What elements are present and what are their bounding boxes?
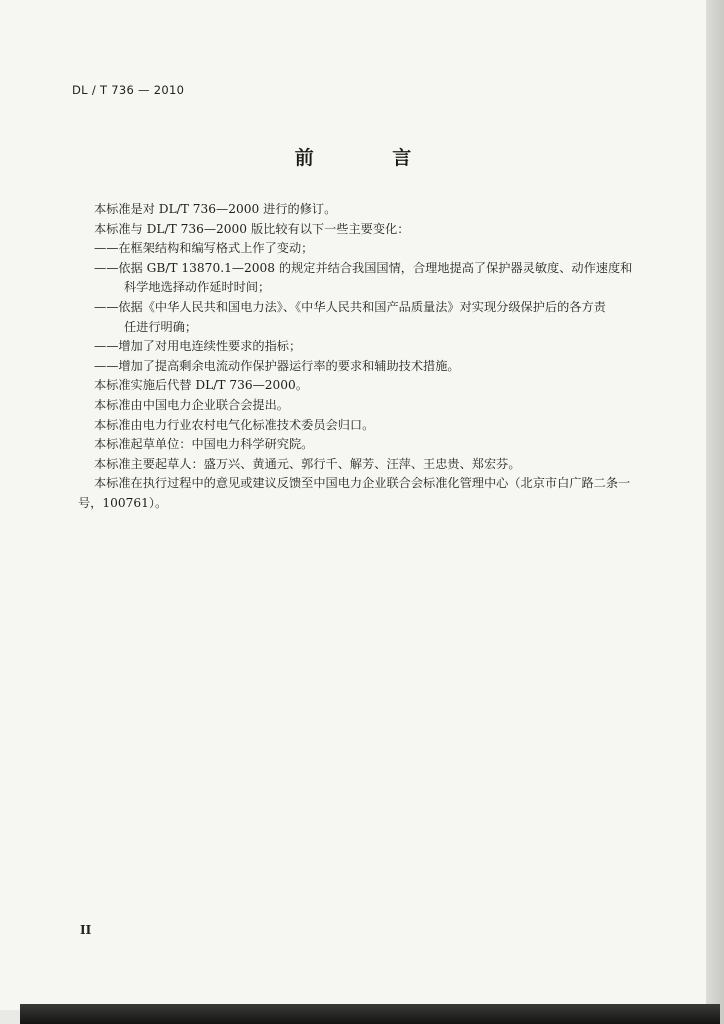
- change-item-law: ——依据《中华人民共和国电力法》、《中华人民共和国产品质量法》对实现分级保护后的各方责: [94, 299, 606, 314]
- page-number: II: [80, 923, 92, 937]
- change-item-operation-rate: ——增加了提高剩余电流动作保护器运行率的要求和辅助技术措施。: [94, 358, 460, 373]
- page-title: 前 言: [294, 147, 448, 169]
- paragraph-centralized-by: 本标准由电力行业农村电气化标准技术委员会归口。: [94, 417, 375, 432]
- paragraph-drafters: 本标准主要起草人：盛万兴、黄通元、郭行千、解芳、汪萍、王忠贵、郑宏芬。: [94, 456, 521, 471]
- scan-edge-right: [706, 0, 724, 1024]
- foreword-body: [78, 200, 650, 514]
- change-item-sensitivity: ——依据 GB/T 13870.1—2008 的规定并结合我国国情，合理地提高了保护器灵敏度、动作速度和: [94, 260, 633, 275]
- standard-code-header: DL / T 736 — 2010: [72, 83, 185, 97]
- paragraph-replaces: 本标准实施后代替 DL/T 736—2000。: [94, 378, 309, 393]
- change-item-structure: ——在框架结构和编写格式上作了变动；: [94, 241, 314, 256]
- change-item-sensitivity-cont: 科学地选择动作延时时间；: [124, 280, 271, 295]
- paragraph-drafting-unit: 本标准起草单位：中国电力科学研究院。: [94, 437, 314, 452]
- paragraph-changes-intro: 本标准与 DL/T 736—2000 版比较有以下一些主要变化：: [94, 221, 410, 236]
- paragraph-feedback: 本标准在执行过程中的意见或建议反馈至中国电力企业联合会标准化管理中心（北京市白广路二条一号，100761）。: [78, 476, 631, 510]
- paragraph-proposed-by: 本标准由中国电力企业联合会提出。: [94, 397, 289, 412]
- scan-edge-bottom: [20, 1004, 720, 1024]
- change-item-continuity: ——增加了对用电连续性要求的指标；: [94, 339, 302, 354]
- paragraph-revision: 本标准是对 DL/T 736—2000 进行的修订。: [94, 202, 337, 216]
- change-item-law-cont: 任进行明确；: [124, 319, 198, 334]
